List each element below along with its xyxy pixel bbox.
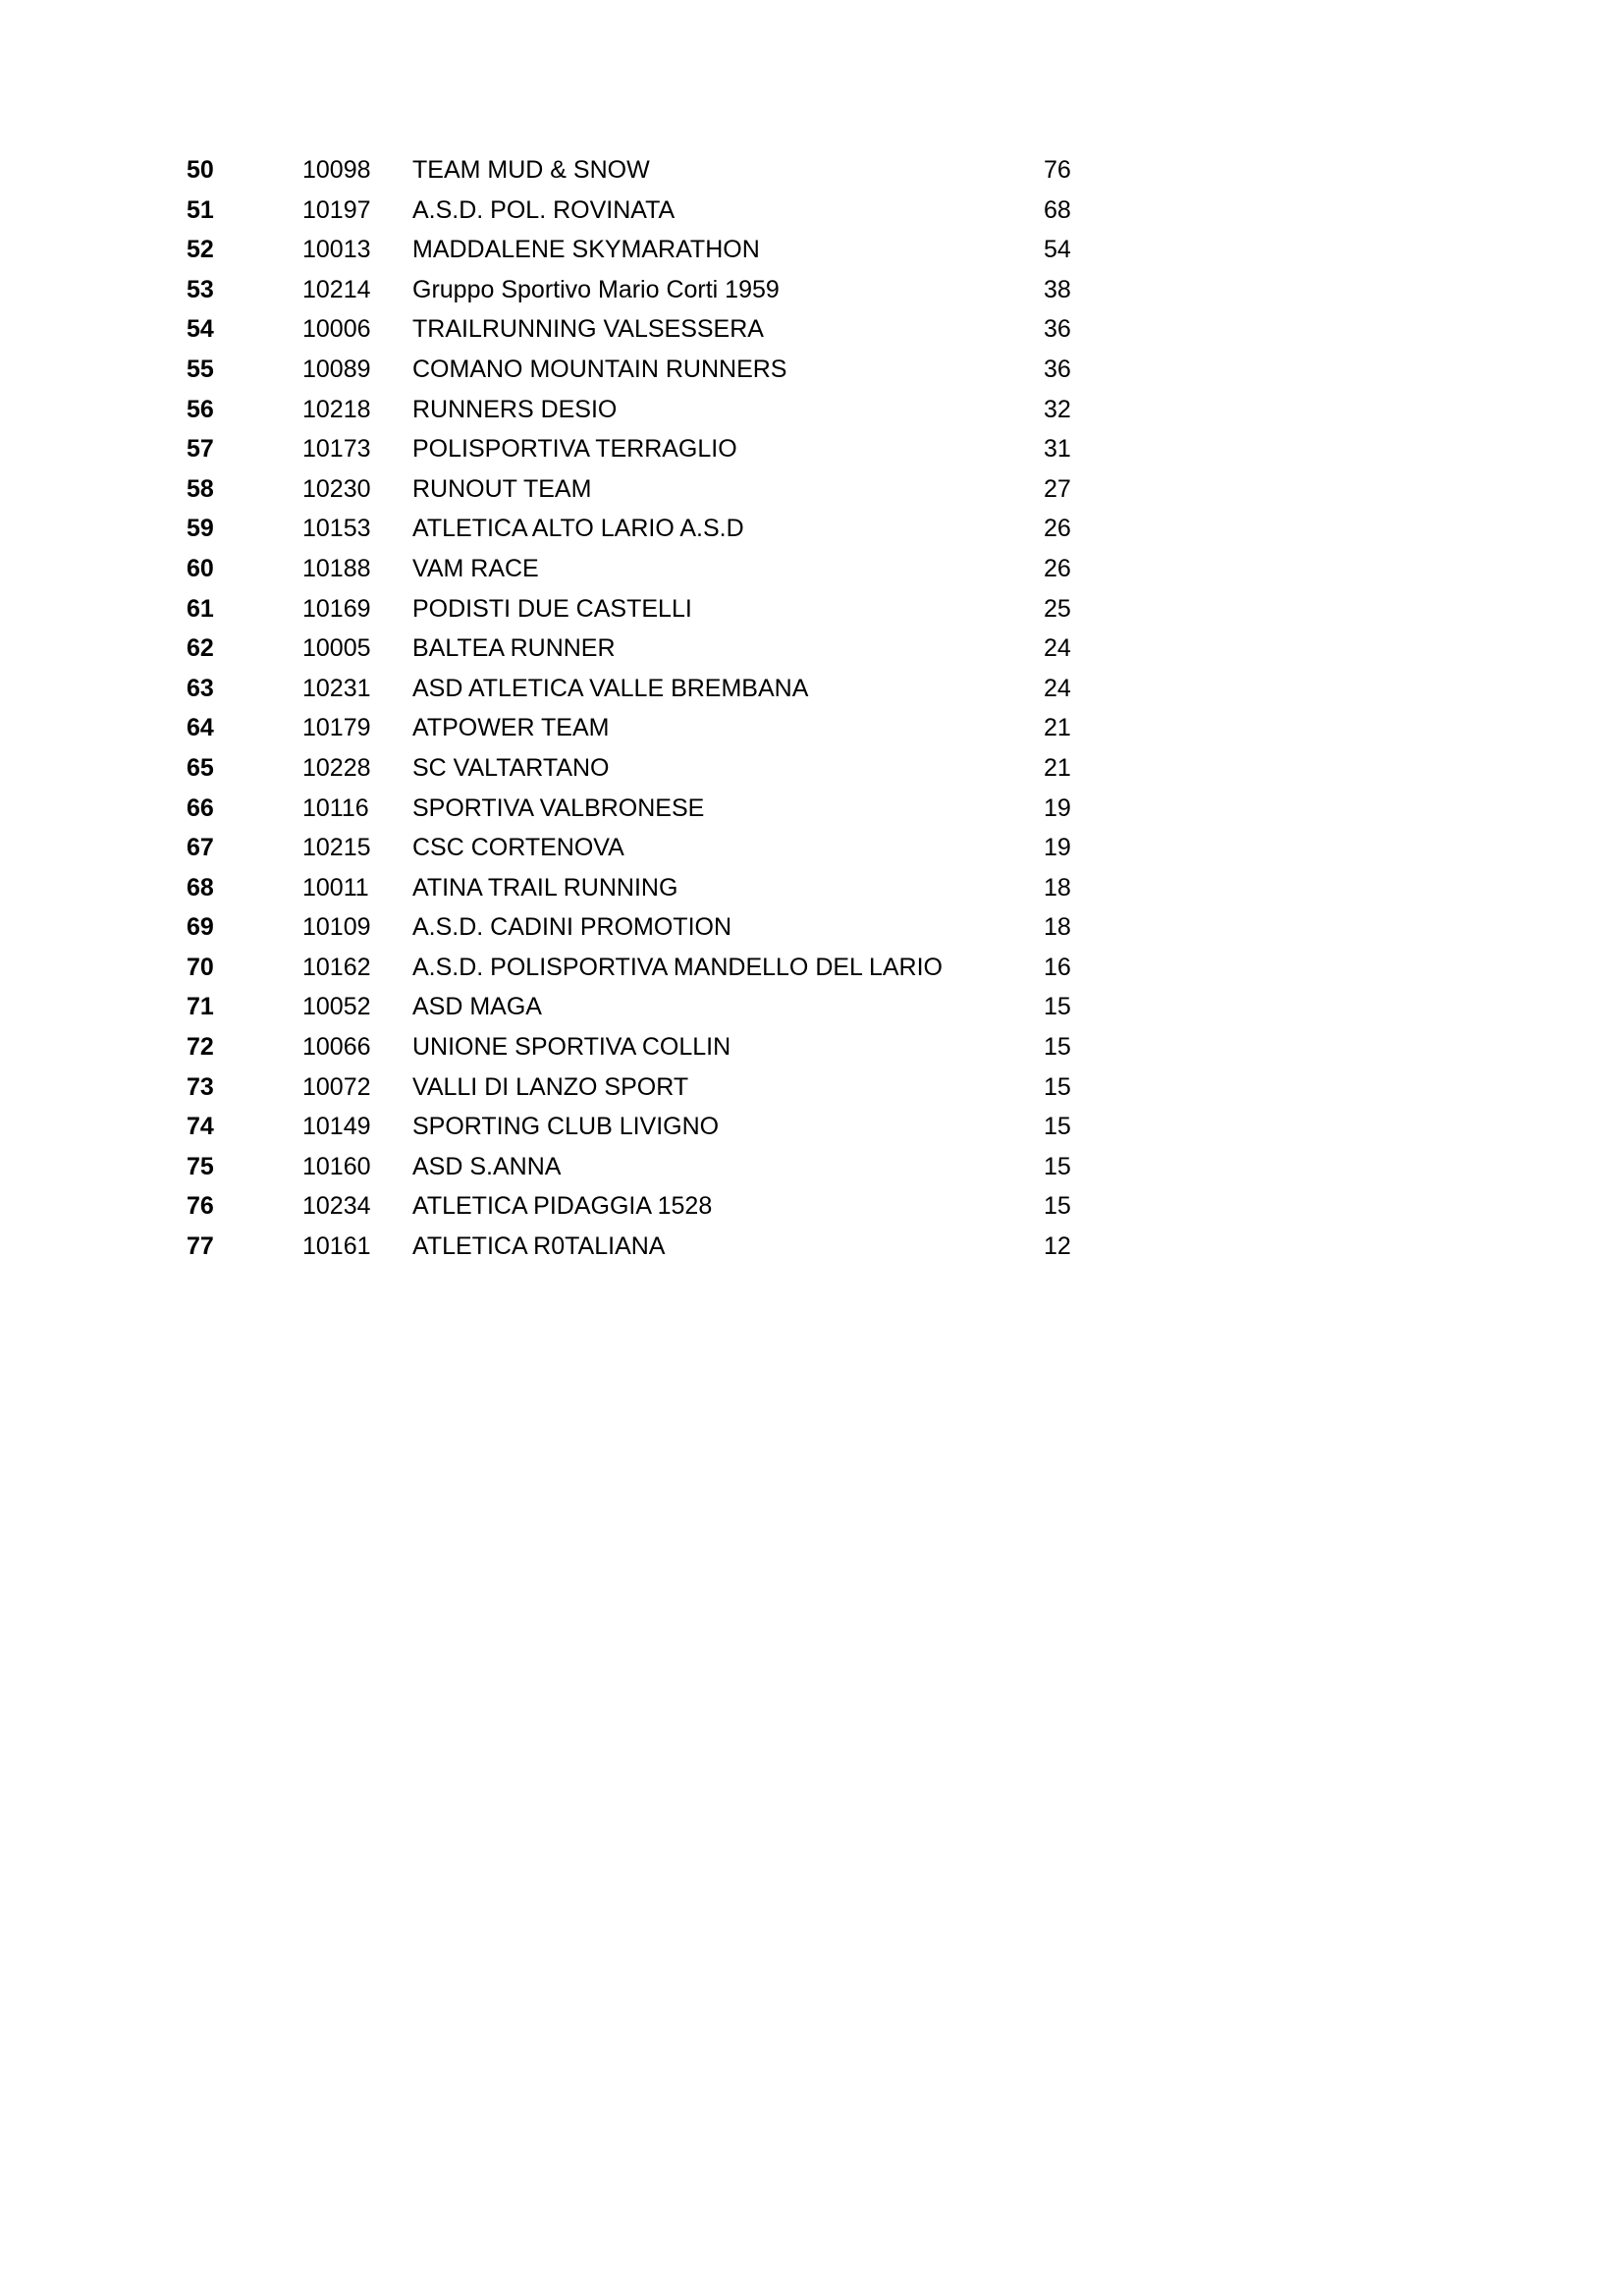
rank-cell: 72 <box>187 1033 214 1062</box>
points-cell: 15 <box>1044 1192 1071 1221</box>
team-name-cell: ATPOWER TEAM <box>412 714 610 742</box>
rank-cell: 76 <box>187 1192 214 1221</box>
rank-cell: 58 <box>187 474 214 503</box>
team-code-cell: 10149 <box>302 1113 371 1141</box>
team-code-cell: 10052 <box>302 993 371 1021</box>
team-name-cell: SPORTING CLUB LIVIGNO <box>412 1113 720 1141</box>
table-row <box>187 350 1090 390</box>
table-row <box>187 1027 1090 1067</box>
team-name-cell: SC VALTARTANO <box>412 753 610 782</box>
points-cell: 31 <box>1044 435 1071 464</box>
rank-cell: 54 <box>187 315 214 344</box>
team-code-cell: 10188 <box>302 554 371 582</box>
rank-cell: 50 <box>187 156 214 184</box>
team-name-cell: ATLETICA R0TALIANA <box>412 1232 666 1261</box>
table-row <box>187 1067 1090 1108</box>
table-row <box>187 987 1090 1027</box>
points-cell: 19 <box>1044 793 1071 822</box>
team-name-cell: A.S.D. POLISPORTIVA MANDELLO DEL LARIO <box>412 953 943 981</box>
rank-cell: 57 <box>187 435 214 464</box>
team-code-cell: 10179 <box>302 714 371 742</box>
points-cell: 76 <box>1044 156 1071 184</box>
table-row <box>187 589 1090 629</box>
table-row <box>187 1186 1090 1227</box>
team-code-cell: 10162 <box>302 953 371 981</box>
points-cell: 21 <box>1044 714 1071 742</box>
points-cell: 19 <box>1044 834 1071 862</box>
points-cell: 18 <box>1044 873 1071 902</box>
rank-cell: 67 <box>187 834 214 862</box>
rank-cell: 62 <box>187 634 214 663</box>
table-row <box>187 789 1090 829</box>
points-cell: 32 <box>1044 395 1071 423</box>
table-row <box>187 429 1090 469</box>
rank-cell: 71 <box>187 993 214 1021</box>
table-row <box>187 629 1090 669</box>
rank-cell: 59 <box>187 515 214 543</box>
team-code-cell: 10006 <box>302 315 371 344</box>
team-name-cell: RUNOUT TEAM <box>412 474 592 503</box>
team-name-cell: CSC CORTENOVA <box>412 834 624 862</box>
team-code-cell: 10234 <box>302 1192 371 1221</box>
table-row <box>187 948 1090 988</box>
points-cell: 24 <box>1044 674 1071 702</box>
rank-cell: 64 <box>187 714 214 742</box>
table-row <box>187 868 1090 908</box>
team-name-cell: MADDALENE SKYMARATHON <box>412 236 760 264</box>
team-name-cell: RUNNERS DESIO <box>412 395 618 423</box>
points-cell: 36 <box>1044 315 1071 344</box>
rank-cell: 60 <box>187 554 214 582</box>
team-code-cell: 10197 <box>302 195 371 224</box>
team-code-cell: 10231 <box>302 674 371 702</box>
points-cell: 15 <box>1044 1113 1071 1141</box>
table-row <box>187 828 1090 868</box>
rank-cell: 75 <box>187 1152 214 1180</box>
team-code-cell: 10218 <box>302 395 371 423</box>
team-code-cell: 10005 <box>302 634 371 663</box>
team-code-cell: 10153 <box>302 515 371 543</box>
points-cell: 15 <box>1044 1152 1071 1180</box>
rank-cell: 63 <box>187 674 214 702</box>
team-name-cell: A.S.D. CADINI PROMOTION <box>412 913 732 942</box>
rank-cell: 55 <box>187 355 214 383</box>
rank-cell: 61 <box>187 594 214 623</box>
ranking-table <box>187 150 1090 1267</box>
table-row <box>187 1227 1090 1267</box>
table-row <box>187 549 1090 589</box>
team-code-cell: 10109 <box>302 913 371 942</box>
rank-cell: 66 <box>187 793 214 822</box>
table-row <box>187 469 1090 510</box>
team-name-cell: VAM RACE <box>412 554 539 582</box>
rank-cell: 77 <box>187 1232 214 1261</box>
rank-cell: 70 <box>187 953 214 981</box>
team-name-cell: ATLETICA ALTO LARIO A.S.D <box>412 515 744 543</box>
team-code-cell: 10098 <box>302 156 371 184</box>
team-name-cell: POLISPORTIVA TERRAGLIO <box>412 435 737 464</box>
table-row <box>187 669 1090 709</box>
table-row <box>187 270 1090 310</box>
points-cell: 68 <box>1044 195 1071 224</box>
rank-cell: 56 <box>187 395 214 423</box>
points-cell: 21 <box>1044 753 1071 782</box>
table-row <box>187 191 1090 231</box>
team-name-cell: TEAM MUD & SNOW <box>412 156 650 184</box>
points-cell: 15 <box>1044 1033 1071 1062</box>
team-code-cell: 10173 <box>302 435 371 464</box>
points-cell: 25 <box>1044 594 1071 623</box>
team-code-cell: 10116 <box>302 793 369 822</box>
rank-cell: 53 <box>187 275 214 303</box>
rank-cell: 51 <box>187 195 214 224</box>
team-code-cell: 10161 <box>302 1232 371 1261</box>
points-cell: 12 <box>1044 1232 1071 1261</box>
team-name-cell: UNIONE SPORTIVA COLLIN <box>412 1033 731 1062</box>
table-row <box>187 230 1090 270</box>
table-row <box>187 150 1090 191</box>
rank-cell: 65 <box>187 753 214 782</box>
team-name-cell: ASD MAGA <box>412 993 542 1021</box>
table-row <box>187 1107 1090 1147</box>
points-cell: 18 <box>1044 913 1071 942</box>
points-cell: 38 <box>1044 275 1071 303</box>
points-cell: 24 <box>1044 634 1071 663</box>
points-cell: 27 <box>1044 474 1071 503</box>
points-cell: 36 <box>1044 355 1071 383</box>
team-code-cell: 10160 <box>302 1152 371 1180</box>
team-name-cell: TRAILRUNNING VALSESSERA <box>412 315 764 344</box>
rank-cell: 52 <box>187 236 214 264</box>
table-row <box>187 748 1090 789</box>
team-code-cell: 10215 <box>302 834 371 862</box>
team-code-cell: 10089 <box>302 355 371 383</box>
points-cell: 26 <box>1044 515 1071 543</box>
team-code-cell: 10013 <box>302 236 371 264</box>
points-cell: 15 <box>1044 993 1071 1021</box>
team-name-cell: Gruppo Sportivo Mario Corti 1959 <box>412 275 780 303</box>
team-code-cell: 10011 <box>302 873 369 902</box>
team-name-cell: A.S.D. POL. ROVINATA <box>412 195 676 224</box>
rank-cell: 69 <box>187 913 214 942</box>
rank-cell: 73 <box>187 1072 214 1101</box>
team-name-cell: ATLETICA PIDAGGIA 1528 <box>412 1192 713 1221</box>
team-code-cell: 10066 <box>302 1033 371 1062</box>
team-name-cell: ATINA TRAIL RUNNING <box>412 873 678 902</box>
table-row <box>187 509 1090 549</box>
rank-cell: 68 <box>187 873 214 902</box>
team-name-cell: ASD ATLETICA VALLE BREMBANA <box>412 674 809 702</box>
points-cell: 26 <box>1044 554 1071 582</box>
team-name-cell: COMANO MOUNTAIN RUNNERS <box>412 355 787 383</box>
team-name-cell: SPORTIVA VALBRONESE <box>412 793 705 822</box>
points-cell: 16 <box>1044 953 1071 981</box>
table-row <box>187 907 1090 948</box>
team-code-cell: 10230 <box>302 474 371 503</box>
table-row <box>187 1147 1090 1187</box>
rank-cell: 74 <box>187 1113 214 1141</box>
points-cell: 54 <box>1044 236 1071 264</box>
team-code-cell: 10072 <box>302 1072 371 1101</box>
team-name-cell: ASD S.ANNA <box>412 1152 562 1180</box>
team-name-cell: BALTEA RUNNER <box>412 634 616 663</box>
table-row <box>187 390 1090 430</box>
table-row <box>187 708 1090 748</box>
team-name-cell: PODISTI DUE CASTELLI <box>412 594 692 623</box>
team-code-cell: 10214 <box>302 275 371 303</box>
team-code-cell: 10228 <box>302 753 371 782</box>
team-code-cell: 10169 <box>302 594 371 623</box>
table-row <box>187 309 1090 350</box>
team-name-cell: VALLI DI LANZO SPORT <box>412 1072 689 1101</box>
points-cell: 15 <box>1044 1072 1071 1101</box>
